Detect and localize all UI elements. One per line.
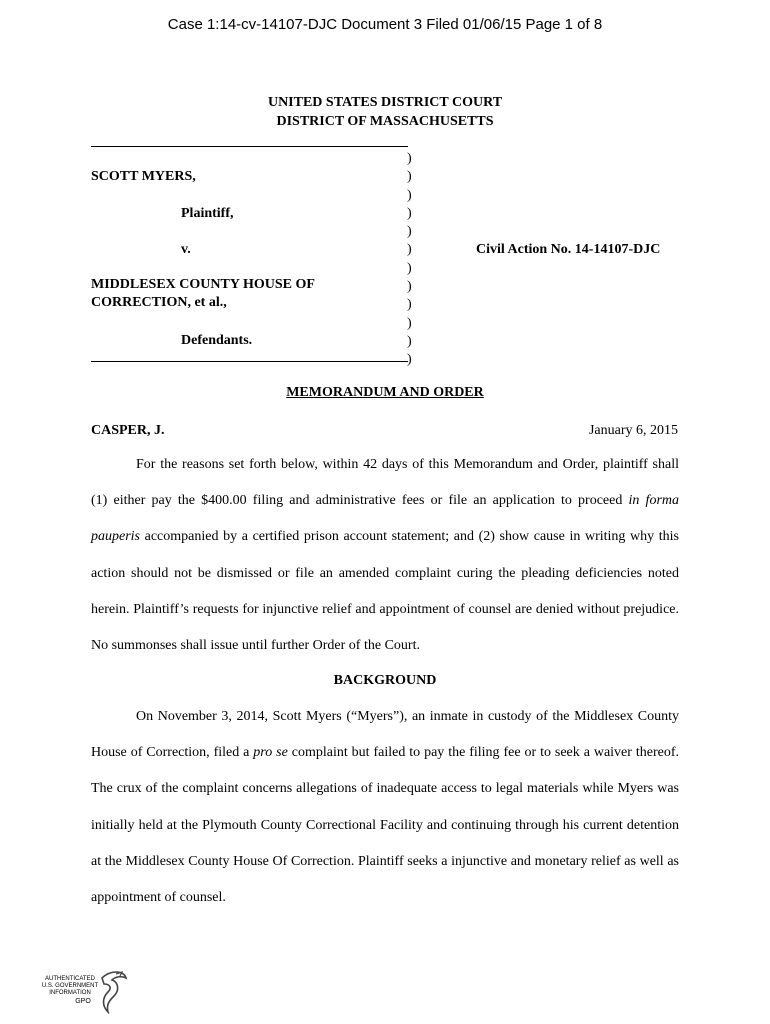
caption-paren: ) [407,352,412,368]
paragraph-italic-text: in forma pauperis [91,493,679,545]
caption-paren: ) [407,242,412,258]
civil-action-number: Civil Action No. 14-14107-DJC [476,242,661,257]
caption-paren: ) [407,279,412,295]
plaintiff-label: Plaintiff, [181,206,234,221]
seal-text-line: INFORMATION [49,990,91,996]
paragraph-text: complaint but failed to pay the filing fee or to seek a waiver thereof. The crux of the complaint concerns allegations of inadequate access to legal materials while Myers was initially held at the Plymouth County Correctional Facility and continuing through his current detention at the Middlesex County House Of Correction. Plaintiff seeks a injunctive and monetary relief as well as appointment of counsel. [91,745,679,906]
eagle-icon [96,968,130,1014]
caption-paren: ) [407,205,412,221]
caption-paren-column [407,150,419,370]
caption-paren: ) [407,187,412,203]
versus-label: v. [181,242,191,257]
defendant-name-line1: MIDDLESEX COUNTY HOUSE OF [91,277,315,292]
background-paragraph [91,699,679,916]
paragraph-text: For the reasons set forth below, within 42 days of this Memorandum and Order, plaintiff shall (1) either pay the $400.00 filing and administrative fees or file an application to proceed [91,457,679,509]
gpo-authentication-seal [40,968,130,1014]
court-name: UNITED STATES DISTRICT COURT [267,95,503,110]
order-paragraph [91,447,679,664]
caption-paren: ) [407,315,412,331]
court-district: DISTRICT OF MASSACHUSETTS [276,114,494,129]
paragraph-text: accompanied by a certified prison account statement; and (2) show cause in writing why this action should not be dismissed or file an amended complaint curing the pleading deficiencies noted herein. Plaintiff’s requests for injunctive relief and appointment of counsel are denied without prejudice. No summonses shall issue until further Order of the Court. [91,529,679,654]
plaintiff-name: SCOTT MYERS, [91,169,196,184]
caption-rule-top [91,146,408,147]
caption-paren: ) [407,333,412,349]
caption-paren: ) [407,260,412,276]
caption-paren: ) [407,224,412,240]
paragraph-text: On November 3, 2014, Scott Myers (“Myers”), an inmate in custody of the Middlesex County House of Correction, filed a [91,709,679,761]
page-header: Case 1:14-cv-14107-DJC Document 3 Filed 01/06/15 Page 1 of 8 [167,16,603,33]
paragraph-italic-text: pro se [253,745,288,761]
section-heading-background: BACKGROUND [333,673,437,688]
seal-text-line: AUTHENTICATED [45,976,95,982]
caption-rule-bottom [91,361,408,362]
defendant-name-line2: CORRECTION, et al., [91,295,227,310]
defendants-label: Defendants. [181,333,253,348]
caption-paren: ) [407,169,412,185]
document-title: MEMORANDUM AND ORDER [286,385,484,400]
caption-paren: ) [407,151,412,166]
seal-text-line: U.S. GOVERNMENT [41,983,99,989]
judge-name: CASPER, J. [91,423,165,438]
caption-paren: ) [407,297,412,313]
seal-text-line: GPO [75,998,91,1005]
order-date: January 6, 2015 [588,423,678,438]
